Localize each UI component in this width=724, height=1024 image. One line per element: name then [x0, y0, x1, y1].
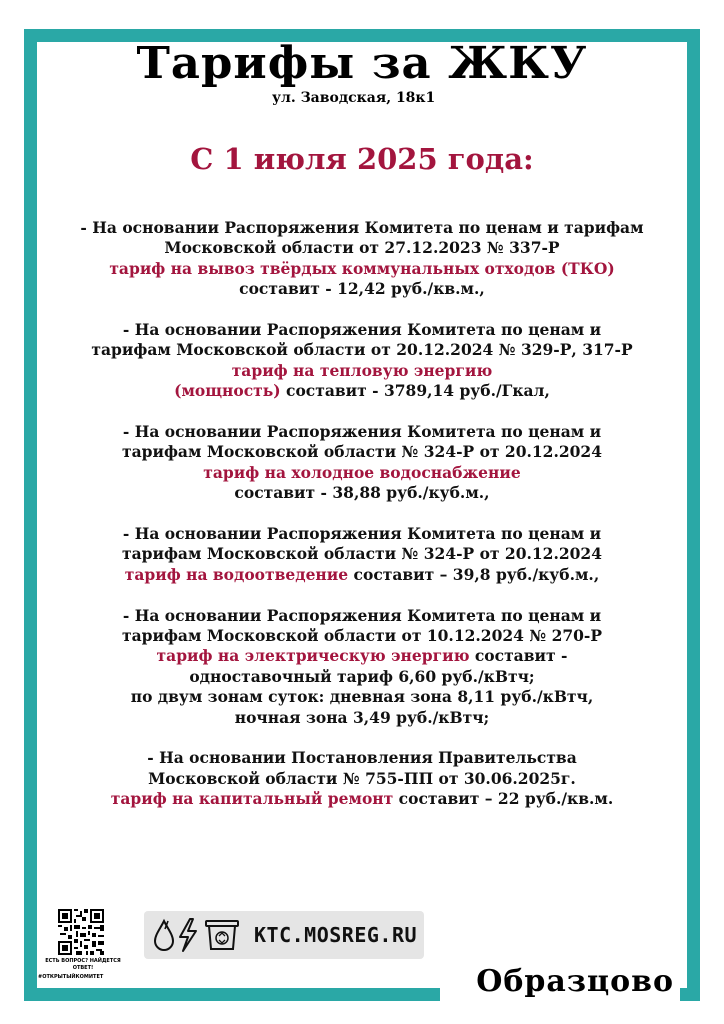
tariff-block	[30, 748, 694, 809]
tariff-text: составит – 39,8 руб./куб.м.,	[348, 564, 600, 584]
city-name: Образцово	[476, 964, 674, 999]
tariff-line: - На основании Распоряжения Комитета по ценам и	[122, 422, 602, 442]
tariff-name: тариф на водоотведение	[124, 564, 349, 584]
tariff-block	[30, 320, 694, 402]
tariff-line: составит - 38,88 руб./куб.м.,	[234, 483, 490, 503]
date-heading: С 1 июля 2025 года:	[190, 142, 534, 176]
tariff-line: одноставочный тариф 6,60 руб./кВтч;	[189, 666, 535, 686]
qr-code-icon	[58, 909, 104, 955]
tariff-list	[30, 218, 694, 830]
tariff-name: тариф на холодное водоснабжение	[203, 462, 521, 482]
tariff-line	[30, 381, 694, 401]
tariff-block	[30, 422, 694, 504]
tariff-line	[30, 789, 694, 809]
utility-icons	[150, 915, 246, 955]
tariff-block	[30, 524, 694, 585]
tariff-line: тарифам Московской области № 324-Р от 20.12.2024	[121, 442, 603, 462]
tariff-name: тариф на капитальный ремонт	[110, 789, 394, 809]
tariff-line: тарифам Московской области от 10.12.2024 № 270-Р	[121, 626, 603, 646]
lightning-icon	[180, 919, 196, 951]
tariff-block	[30, 606, 694, 728]
tariff-name: тариф на электрическую энергию	[156, 646, 470, 666]
tariff-line: ночная зона 3,49 руб./кВтч;	[234, 707, 490, 727]
page-title: Тарифы за ЖКУ	[136, 38, 588, 89]
tariff-line	[30, 646, 694, 666]
tariff-line	[30, 565, 694, 585]
tariff-line: - На основании Распоряжения Комитета по ценам и	[122, 320, 602, 340]
tariff-name: тариф на тепловую энергию	[231, 360, 493, 380]
tariff-line: - На основании Распоряжения Комитета по ценам и	[122, 605, 602, 625]
tariff-text: составит – 22 руб./кв.м.	[393, 789, 614, 809]
qr-hashtag: #ОТКРЫТЫЙКОМИТЕТ	[38, 974, 104, 980]
website-banner[interactable]	[144, 911, 424, 959]
tariff-line: составит - 12,42 руб./кв.м.,	[239, 279, 485, 299]
tariff-line: - На основании Постановления Правительства	[147, 748, 577, 768]
tariff-name: тариф на вывоз твёрдых коммунальных отходов (ТКО)	[109, 258, 615, 278]
qr-caption-text: ЕСТЬ ВОПРОС? НАЙДЕТСЯ ОТВЕТ!	[45, 958, 121, 971]
tariff-text: составит - 3789,14 руб./Гкал,	[280, 381, 550, 401]
tariff-line: - На основании Распоряжения Комитета по ценам и тарифам	[80, 218, 644, 237]
tariff-line: - На основании Распоряжения Комитета по ценам и	[122, 524, 602, 544]
tariff-line: Московской области № 755-ПП от 30.06.2025г.	[148, 768, 576, 788]
tariff-line: тарифам Московской области от 20.12.2024 № 329-Р, 317-Р	[91, 340, 633, 360]
tariff-line: по двум зонам суток: дневная зона 8,11 руб./кВтч,	[130, 687, 594, 707]
tariff-line: тарифам Московской области № 324-Р от 20.12.2024	[121, 544, 603, 564]
tariff-name: (мощность)	[174, 381, 281, 401]
water-drop-icon	[155, 921, 173, 950]
trash-bin-icon	[206, 921, 238, 949]
tariff-block	[30, 218, 694, 300]
website-url[interactable]: KTC.MOSREG.RU	[254, 923, 418, 947]
qr-caption	[38, 958, 128, 981]
tariff-text: составит -	[469, 646, 568, 666]
tariff-line: Московской области от 27.12.2023 № 337-Р	[164, 238, 560, 258]
address: ул. Заводская, 18к1	[272, 90, 436, 106]
